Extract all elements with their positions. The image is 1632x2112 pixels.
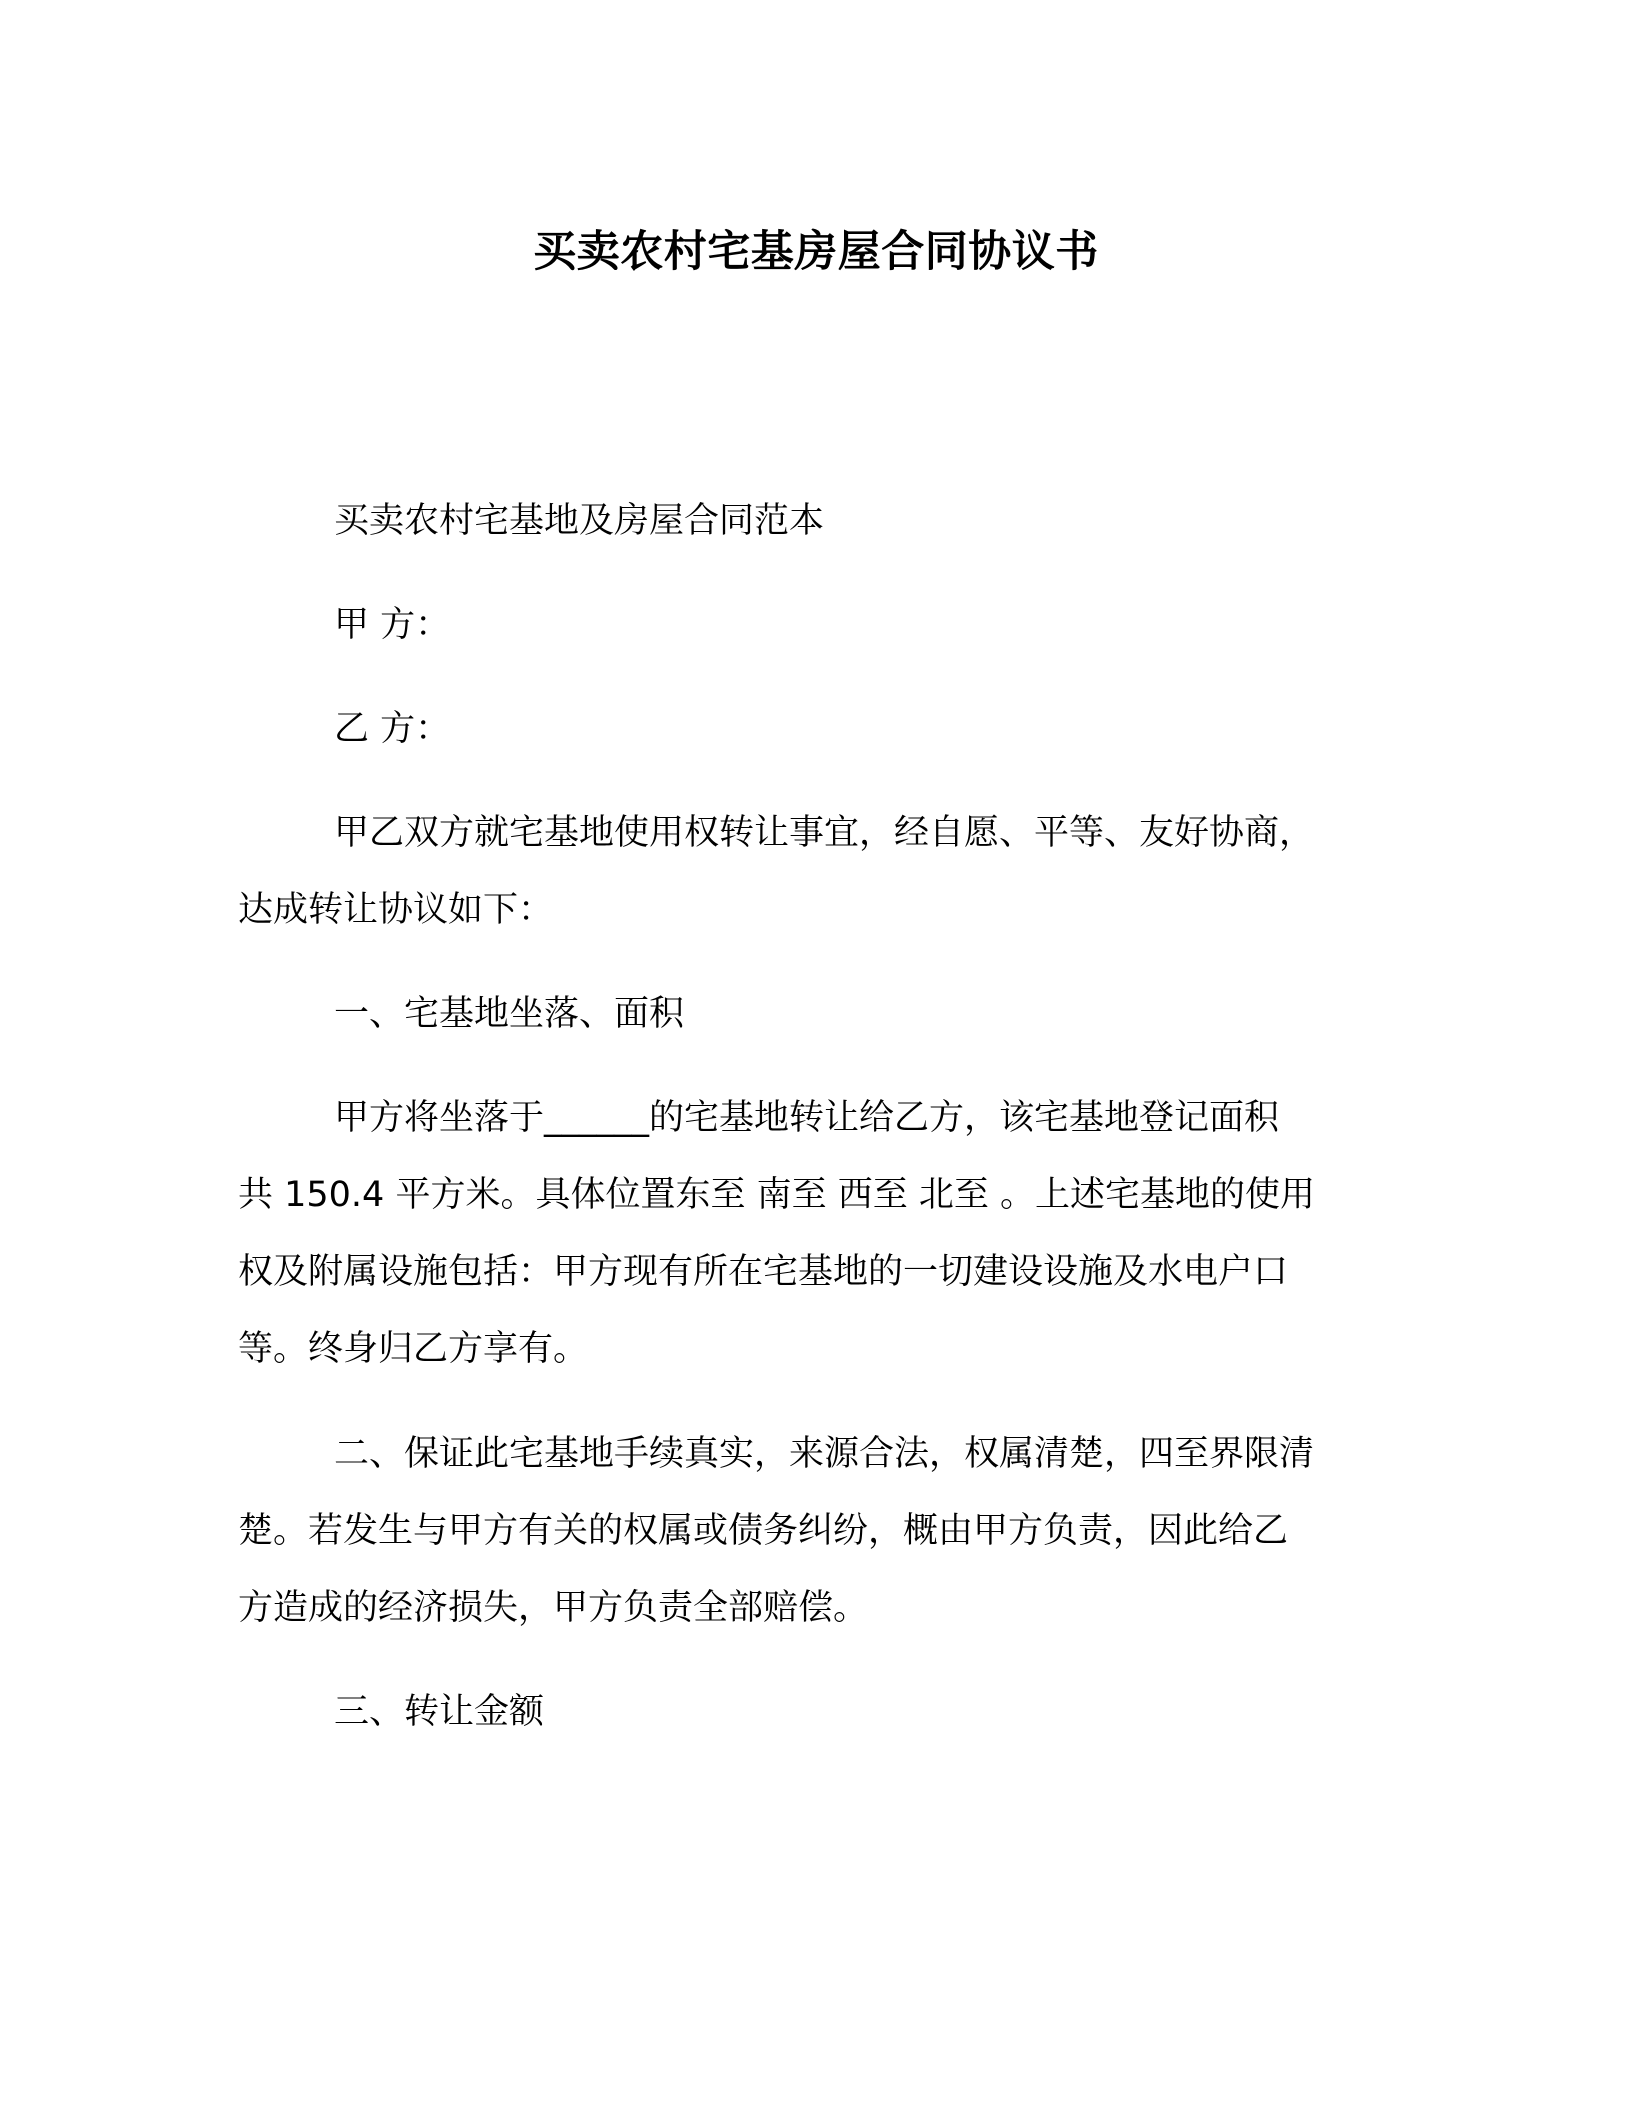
section-1-line: 共 150.4 平方米。具体位置东至 南至 西至 北至 。上述宅基地的使用 xyxy=(238,1175,1315,1215)
intro-line: 甲乙双方就宅基地使用权转让事宜，经自愿、平等、友好协商， xyxy=(334,813,1315,853)
intro-paragraph xyxy=(238,795,1394,949)
section-2-line: 二、保证此宅基地手续真实，来源合法，权属清楚，四至界限清 xyxy=(334,1434,1315,1474)
section-2-paragraph xyxy=(238,1416,1394,1647)
section-1-paragraph xyxy=(238,1080,1394,1388)
section-3-heading: 三、转让金额 xyxy=(334,1692,545,1732)
section-1-line: 等。终身归乙方享有。 xyxy=(238,1329,589,1369)
document-title: 买卖农村宅基房屋合同协议书 xyxy=(533,227,1099,277)
party-b-label: 乙 方： xyxy=(334,709,451,749)
section-1-line: 权及附属设施包括：甲方现有所在宅基地的一切建设设施及水电户口 xyxy=(238,1252,1289,1292)
section-2-line: 楚。若发生与甲方有关的权属或债务纠纷，概由甲方负责，因此给乙 xyxy=(238,1511,1289,1551)
section-1-line: 甲方将坐落于______的宅基地转让给乙方，该宅基地登记面积 xyxy=(334,1098,1280,1138)
intro-line: 达成转让协议如下： xyxy=(238,890,554,930)
party-a-label: 甲 方： xyxy=(334,605,451,645)
section-2-line: 方造成的经济损失，甲方负责全部赔偿。 xyxy=(238,1588,869,1628)
document-subtitle: 买卖农村宅基地及房屋合同范本 xyxy=(334,501,825,541)
section-1-heading: 一、宅基地坐落、面积 xyxy=(334,994,685,1034)
